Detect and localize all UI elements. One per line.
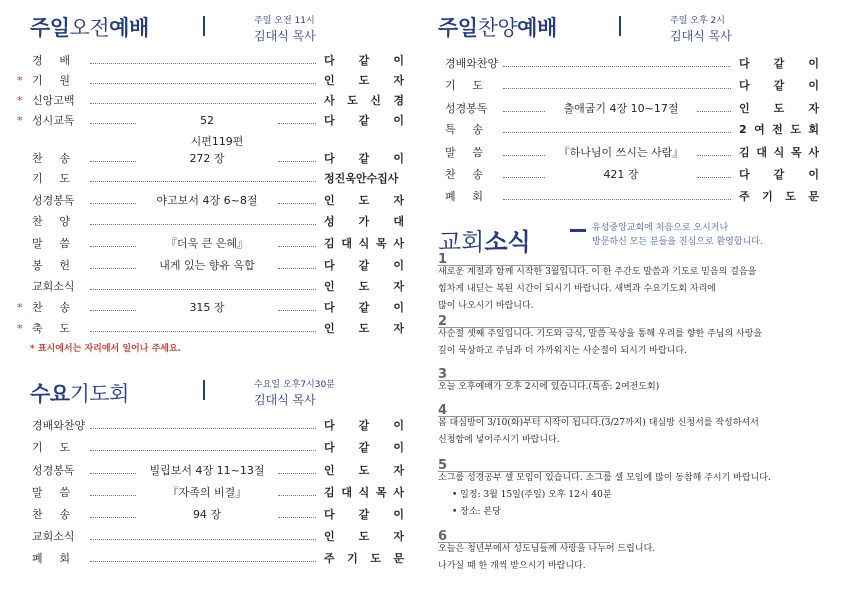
- order-row: [32, 192, 406, 210]
- stand-marker: *: [17, 74, 23, 87]
- order-row: [17, 112, 406, 130]
- order-detail: 272 장: [189, 152, 225, 165]
- leader-dots: [503, 199, 731, 200]
- order-leader: 다 같 이: [324, 114, 404, 127]
- order-row: [32, 528, 406, 546]
- order-detail: 315 장: [189, 301, 225, 314]
- order-detail: 야고보서 4장 6~8절: [156, 194, 258, 207]
- order-row: [32, 506, 406, 524]
- leader-dots: [503, 177, 545, 178]
- leader-dots: [90, 331, 316, 332]
- stand-marker: *: [17, 114, 23, 127]
- order-row: [445, 77, 819, 95]
- order-leader: 다 같 이: [739, 168, 819, 181]
- order-label: 기 원: [32, 74, 70, 87]
- leader-dots: [278, 203, 316, 204]
- morning-title-divider: [203, 16, 205, 36]
- leader-dots: [697, 111, 731, 112]
- evening-pastor: 김대식 목사: [670, 29, 732, 43]
- news-item-number: 4: [438, 403, 448, 418]
- news-item-bullet: [452, 504, 501, 521]
- evening-order-list: [445, 55, 819, 215]
- leader-dots: [90, 63, 316, 64]
- order-leader: 김 대 식 목 사: [324, 486, 404, 499]
- leader-dots: [278, 246, 316, 247]
- leader-dots: [503, 155, 545, 156]
- order-label: 성경봉독: [445, 102, 488, 115]
- order-label: 찬 송: [32, 301, 70, 314]
- order-row: [32, 439, 406, 457]
- wednesday-schedule: 수요일 오후7시30분: [254, 380, 335, 390]
- order-row: [32, 278, 406, 296]
- bullet-icon: •: [452, 490, 461, 500]
- leader-dots: [503, 111, 545, 112]
- order-row: [445, 166, 819, 184]
- order-row: [32, 52, 406, 70]
- order-row: [17, 92, 406, 110]
- bullet-icon: •: [452, 507, 461, 517]
- news-item-text: 소그룹 성경공부 셀 모임이 있습니다. 소그룹 셀 모임에 많이 동참해 주시기 바랍니다.: [438, 473, 771, 483]
- bullet-text: 일정: 3월 15일(주일) 오후 12시 40분: [460, 490, 612, 500]
- order-detail: 출애굽기 4장 10~17절: [563, 102, 679, 115]
- leader-dots: [90, 161, 136, 162]
- order-leader: 다 같 이: [324, 54, 404, 67]
- leader-dots: [278, 310, 316, 311]
- news-item-number: 6: [438, 529, 448, 544]
- evening-schedule: 주일 오후 2시: [670, 16, 725, 26]
- news-intro-line-1: 유성중앙교회에 처음으로 오시거나: [592, 223, 729, 233]
- morning-schedule: 주일 오전 11시: [254, 16, 315, 26]
- news-item-text: 힘차게 내딛는 복된 시간이 되시기 바랍니다. 새벽과 수요기도회 자리에: [438, 284, 716, 294]
- order-leader: 인 도 자: [324, 280, 404, 293]
- news-item-text: 나가실 때 한 개씩 받으시기 바랍니다.: [438, 561, 586, 571]
- order-label: 성경봉독: [32, 464, 75, 477]
- order-leader: 주 기 도 문: [324, 552, 404, 565]
- news-intro-bar: [570, 229, 586, 232]
- order-row: [32, 150, 406, 168]
- leader-dots: [90, 539, 316, 540]
- news-item-number: 2: [438, 314, 448, 329]
- news-item-text: 새로운 계절과 함께 시작한 3월입니다. 이 한 주간도 말씀과 기도로 믿음의 걸음을: [438, 267, 757, 277]
- order-label: 말 씀: [32, 237, 70, 250]
- order-label: 경 배: [32, 54, 70, 67]
- leader-dots: [90, 103, 316, 104]
- order-row: [32, 235, 406, 253]
- order-leader: 인 도 자: [739, 102, 819, 115]
- order-row: [17, 299, 406, 317]
- order-label: 찬 송: [32, 152, 70, 165]
- news-item-number: 1: [438, 252, 448, 267]
- leader-dots: [90, 246, 136, 247]
- order-label: 폐 회: [32, 552, 70, 565]
- order-leader: 인 도 자: [324, 530, 404, 543]
- news-item-text: 봄 대심방이 3/10(화)부터 시작이 됩니다.(3/27까지) 대심방 신청서를 작성하셔서: [438, 418, 759, 428]
- morning-title: 주일오전예배: [30, 16, 149, 40]
- stand-marker: *: [17, 301, 23, 314]
- wednesday-title-divider: [203, 380, 205, 400]
- leader-dots: [278, 161, 316, 162]
- evening-title-divider: [619, 16, 621, 36]
- order-label: 교회소식: [32, 530, 75, 543]
- order-leader: 2 여 전 도 회: [739, 123, 819, 136]
- order-label: 찬 양: [32, 215, 70, 228]
- order-label: 기 도: [32, 441, 70, 454]
- news-item-text: 깊이 묵상하고 주님과 더 가까워지는 사순절이 되시기 바랍니다.: [438, 346, 687, 356]
- order-label: 폐 회: [445, 190, 483, 203]
- news-list: [438, 252, 830, 587]
- order-leader: 인 도 자: [324, 464, 404, 477]
- wednesday-title: 수요기도회: [30, 382, 129, 406]
- order-leader: 주 기 도 문: [739, 190, 819, 203]
- order-detail: 내게 있는 향유 옥합: [159, 259, 255, 272]
- news-intro-line-2: 방문하신 모든 분들을 진심으로 환영합니다.: [592, 237, 763, 247]
- order-label: 봉 헌: [32, 259, 70, 272]
- leader-dots: [90, 473, 136, 474]
- leader-dots: [697, 155, 731, 156]
- news-item-bullet: [452, 487, 612, 504]
- order-leader: 성 가 대: [324, 215, 404, 228]
- order-row: [445, 188, 819, 206]
- order-leader: 인 도 자: [324, 322, 404, 335]
- order-label: 찬 송: [32, 508, 70, 521]
- leader-dots: [90, 289, 316, 290]
- leader-dots: [278, 123, 316, 124]
- order-label: 말 씀: [445, 146, 483, 159]
- order-label: 축 도: [32, 322, 70, 335]
- order-leader: 김 대 식 목 사: [739, 146, 819, 159]
- order-label: 경배와찬양: [445, 57, 499, 70]
- leader-dots: [90, 203, 136, 204]
- order-leader: 다 같 이: [324, 301, 404, 314]
- morning-psalm-reading: 시편119편: [190, 135, 244, 148]
- order-leader: 다 같 이: [324, 441, 404, 454]
- order-detail: 94 장: [192, 508, 222, 521]
- morning-order-list: [17, 52, 406, 342]
- order-detail: 『하나님이 쓰시는 사람』: [558, 146, 684, 159]
- order-leader: 다 같 이: [739, 79, 819, 92]
- order-leader: 정진욱안수집사: [324, 172, 399, 185]
- order-row: [32, 213, 406, 231]
- leader-dots: [90, 224, 316, 225]
- leader-dots: [278, 473, 316, 474]
- order-row: [445, 144, 819, 162]
- order-label: 경배와찬양: [32, 419, 86, 432]
- order-label: 기 도: [32, 172, 70, 185]
- order-row: [32, 484, 406, 502]
- stand-marker: *: [17, 94, 23, 107]
- wednesday-pastor: 김대식 목사: [254, 393, 316, 407]
- leader-dots: [503, 132, 731, 133]
- order-leader: 인 도 자: [324, 194, 404, 207]
- morning-pastor: 김대식 목사: [254, 29, 316, 43]
- news-item-text: 오늘은 청년부에서 성도님들께 사랑을 나누어 드립니다.: [438, 544, 656, 554]
- leader-dots: [278, 268, 316, 269]
- order-row: [32, 462, 406, 480]
- news-item-text: 많이 나오시기 바랍니다.: [438, 301, 534, 311]
- order-leader: 다 같 이: [324, 508, 404, 521]
- news-item-text: 신청함에 넣어주시기 바랍니다.: [438, 435, 560, 445]
- leader-dots: [503, 66, 731, 67]
- bullet-text: 장소: 본당: [460, 507, 501, 517]
- leader-dots: [90, 83, 316, 84]
- order-row: [445, 100, 819, 118]
- order-label: 찬 송: [445, 168, 483, 181]
- order-leader: 사 도 신 경: [324, 94, 404, 107]
- order-leader: 다 같 이: [324, 419, 404, 432]
- leader-dots: [90, 181, 316, 182]
- order-row: [445, 121, 819, 139]
- wednesday-order-list: [32, 417, 406, 577]
- leader-dots: [90, 123, 136, 124]
- order-leader: 다 같 이: [324, 152, 404, 165]
- order-row: [17, 72, 406, 90]
- morning-stand-note: * 표시에서는 자리에서 일어나 주세요.: [30, 344, 182, 354]
- leader-dots: [697, 177, 731, 178]
- order-row: [32, 257, 406, 275]
- order-detail: 421 장: [603, 168, 639, 181]
- news-item-number: 3: [438, 367, 448, 382]
- leader-dots: [278, 495, 316, 496]
- news-item-text: 사순절 셋째 주일입니다. 기도와 금식, 말씀 묵상을 통해 우리를 향한 주님의 사랑을: [438, 329, 763, 339]
- order-label: 기 도: [445, 79, 483, 92]
- order-label: 말 씀: [32, 486, 70, 499]
- order-leader: 다 같 이: [324, 259, 404, 272]
- leader-dots: [90, 268, 136, 269]
- leader-dots: [90, 310, 136, 311]
- order-leader: 김 대 식 목 사: [324, 237, 404, 250]
- order-label: 신앙고백: [32, 94, 75, 107]
- order-row: [32, 550, 406, 568]
- order-label: 성시교독: [32, 114, 75, 127]
- order-detail: 『더욱 큰 은혜』: [165, 237, 249, 250]
- order-label: 성경봉독: [32, 194, 75, 207]
- order-leader: 인 도 자: [324, 74, 404, 87]
- leader-dots: [90, 517, 136, 518]
- order-label: 특 송: [445, 123, 483, 136]
- order-row: [32, 170, 406, 188]
- leader-dots: [90, 495, 136, 496]
- news-title: 교회소식: [438, 228, 531, 256]
- leader-dots: [90, 450, 316, 451]
- stand-marker: *: [17, 322, 23, 335]
- order-label: 교회소식: [32, 280, 75, 293]
- order-detail: 『자족의 비결』: [167, 486, 247, 499]
- leader-dots: [90, 561, 316, 562]
- order-leader: 다 같 이: [739, 57, 819, 70]
- order-row: [17, 320, 406, 338]
- order-detail: 52: [200, 114, 214, 127]
- news-item-number: 5: [438, 458, 448, 473]
- leader-dots: [90, 428, 316, 429]
- leader-dots: [278, 517, 316, 518]
- leader-dots: [503, 88, 731, 89]
- news-item-text: 오늘 오후예배가 오후 2시에 있습니다.(특송: 2여전도회): [438, 382, 660, 392]
- order-detail: 빌립보서 4장 11~13절: [149, 464, 265, 477]
- evening-title: 주일찬양예배: [438, 16, 557, 40]
- order-row: [445, 55, 819, 73]
- order-row: [32, 417, 406, 435]
